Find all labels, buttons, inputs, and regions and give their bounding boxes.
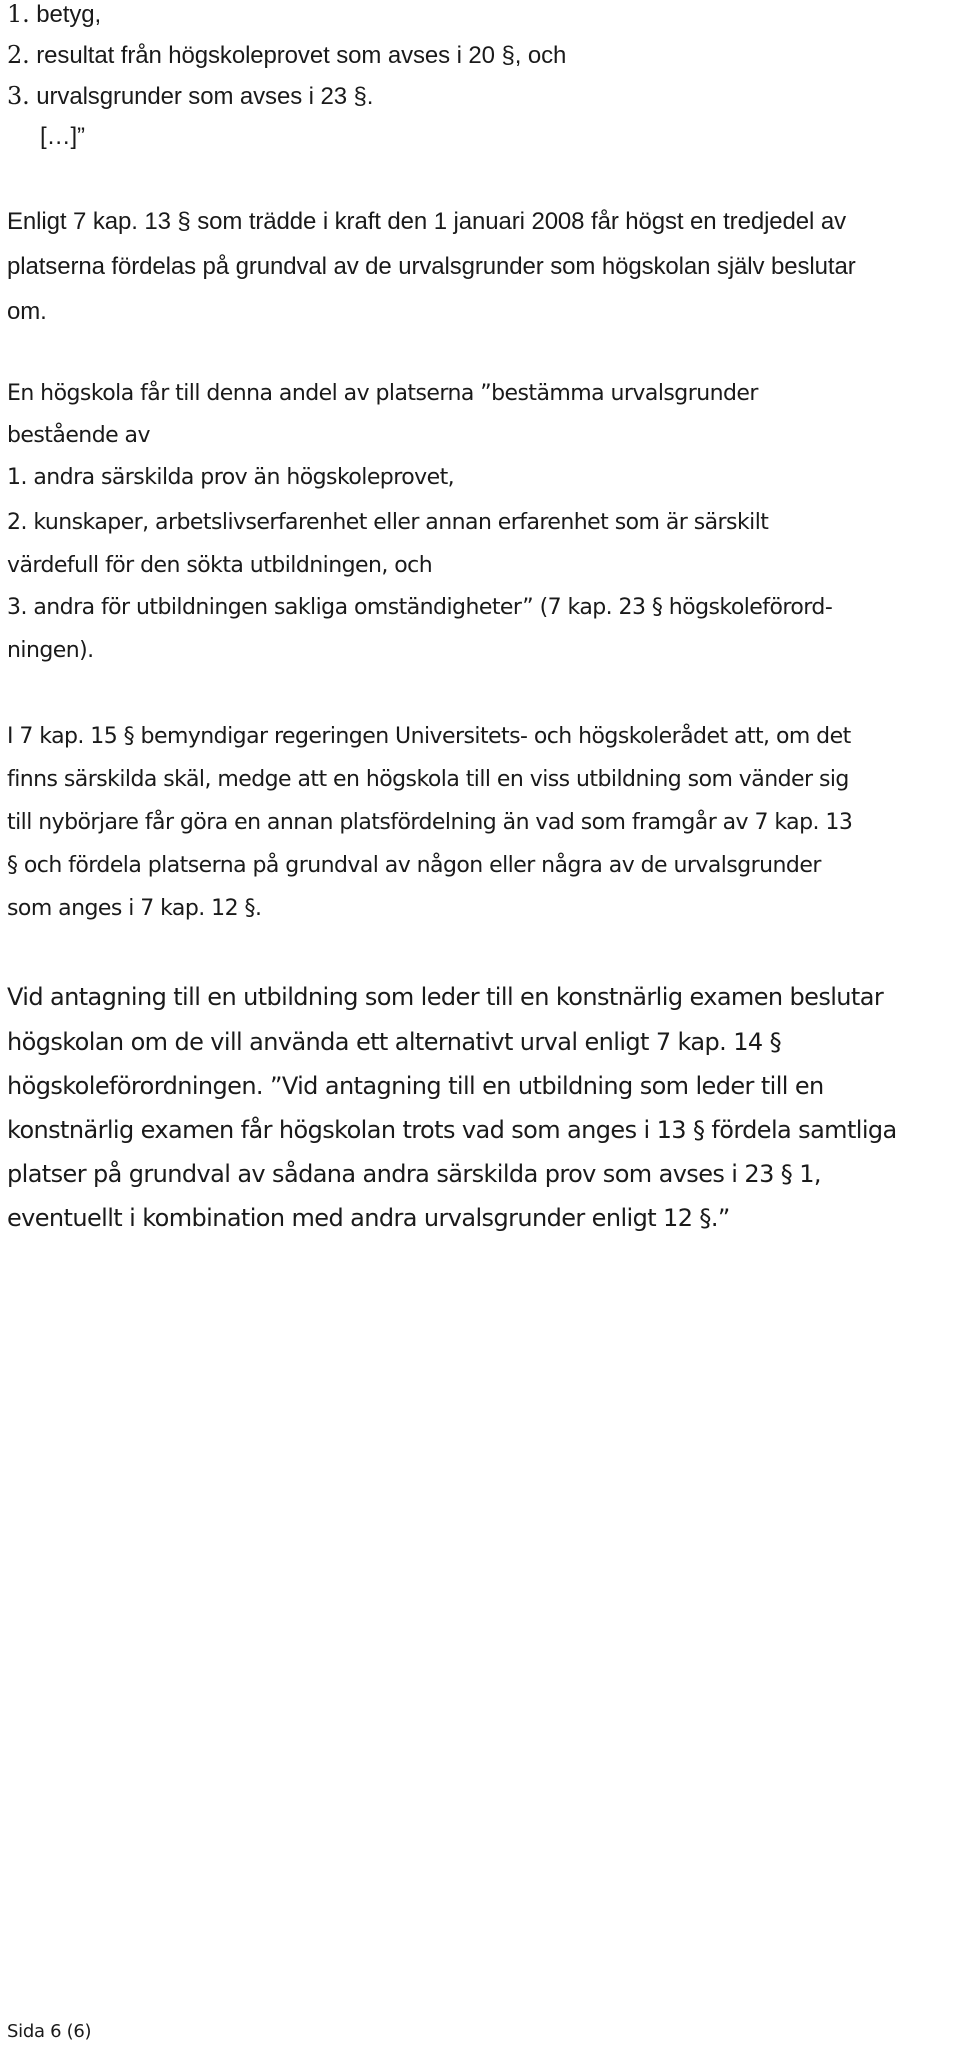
para2-line: En högskola får till denna andel av platserna ”bestämma urvalsgrunder: [7, 381, 758, 406]
para3-line: som anges i 7 kap. 12 §.: [7, 896, 262, 921]
para3-line: § och fördela platserna på grundval av någon eller några av de urvalsgrunder: [7, 853, 821, 878]
para2-line: värdefull för den sökta utbildningen, och: [7, 553, 433, 578]
ellipsis-marker: […]”: [40, 123, 85, 150]
para3-line: finns särskilda skäl, medge att en högskola till en viss utbildning som vänder sig: [7, 767, 849, 792]
para1-line: Enligt 7 kap. 13 § som trädde i kraft den 1 januari 2008 får högst en tredjedel av: [7, 208, 846, 235]
para2-line: 2. kunskaper, arbetslivserfarenhet eller annan erfarenhet som är särskilt: [7, 510, 769, 535]
list-number: 1.: [7, 0, 30, 28]
para3-line: till nybörjare får göra en annan platsfördelning än vad som framgår av 7 kap. 13: [7, 810, 853, 835]
para2-line: 3. andra för utbildningen sakliga omständigheter” (7 kap. 23 § högskoleförord-: [7, 595, 833, 620]
para4-line: högskoleförordningen. ”Vid antagning till en utbildning som leder till en: [7, 1072, 824, 1100]
para1-line: platserna fördelas på grundval av de urvalsgrunder som högskolan själv beslutar: [7, 253, 856, 280]
para4-line: konstnärlig examen får högskolan trots vad som anges i 13 § fördela samtliga: [7, 1116, 897, 1144]
list-number: 2.: [7, 41, 30, 69]
quoted-list-item: [7, 2, 101, 27]
para4-line: eventuellt i kombination med andra urvalsgrunder enligt 12 §.”: [7, 1204, 730, 1232]
para4-line: Vid antagning till en utbildning som leder till en konstnärlig examen beslutar: [7, 983, 884, 1011]
para4-line: platser på grundval av sådana andra särskilda prov som avses i 23 § 1,: [7, 1160, 821, 1188]
para2-line: bestående av: [7, 423, 150, 448]
quoted-list-item: [7, 84, 373, 109]
para1-line: om.: [7, 298, 47, 325]
quoted-list-item: [7, 43, 566, 68]
para2-line: 1. andra särskilda prov än högskoleprovet,: [7, 465, 455, 490]
para4-line: högskolan om de vill använda ett alternativt urval enligt 7 kap. 14 §: [7, 1028, 782, 1056]
list-text: resultat från högskoleprovet som avses i 20 §, och: [36, 42, 567, 69]
page-number: Sida 6 (6): [7, 2021, 92, 2042]
para2-line: ningen).: [7, 638, 94, 663]
list-number: 3.: [7, 82, 30, 110]
list-text: betyg,: [36, 1, 102, 28]
para3-line: I 7 kap. 15 § bemyndigar regeringen Universitets- och högskolerådet att, om det: [7, 724, 851, 749]
list-text: urvalsgrunder som avses i 23 §.: [36, 83, 374, 110]
